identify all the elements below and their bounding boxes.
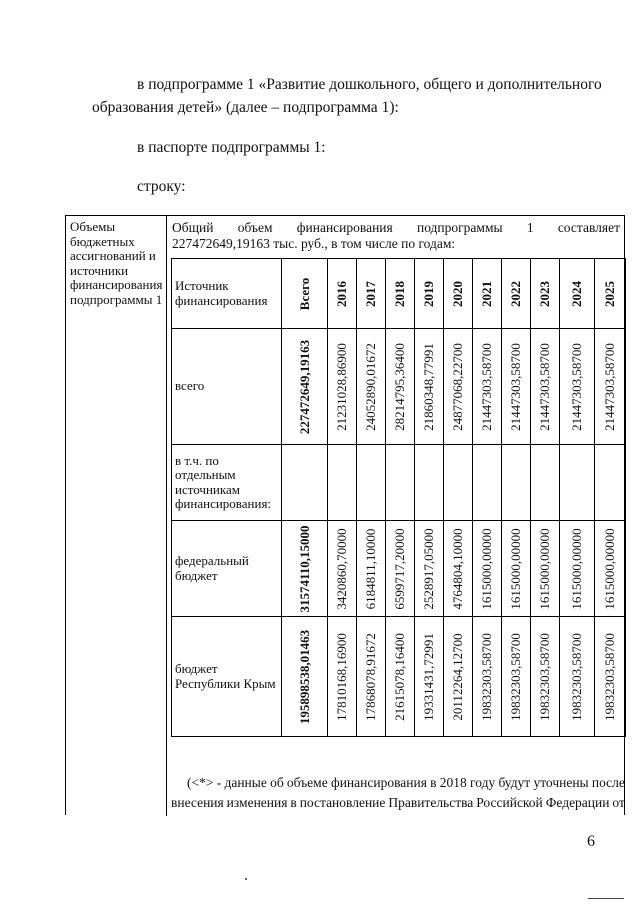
scan-mark	[588, 898, 624, 899]
table-cell	[502, 445, 531, 521]
footnote-word: (<*>	[187, 775, 214, 790]
table-cell	[328, 617, 357, 737]
footnote-word: году	[470, 775, 496, 790]
footnote-word: Федерации	[545, 795, 610, 810]
footnote-word: внесения	[171, 795, 224, 810]
table-cell	[473, 617, 502, 737]
table-cell	[595, 521, 626, 617]
summary-word: Общий	[172, 220, 214, 235]
footnote-word: финансирования	[330, 775, 427, 790]
table-cell	[415, 617, 444, 737]
summary-word: финансирования	[296, 220, 393, 235]
table-cell	[444, 521, 473, 617]
footnote-word: постановление	[299, 795, 386, 810]
summary-word: объем	[237, 220, 273, 235]
column-header	[531, 259, 560, 329]
footnote-word: 2018	[439, 775, 467, 790]
table-cell	[282, 329, 328, 445]
table-cell	[560, 617, 595, 737]
cell-value: 19832303,58700	[569, 632, 584, 721]
cell-value: 17868078,91672	[363, 632, 378, 721]
table-cell	[328, 329, 357, 445]
table-cell	[386, 329, 415, 445]
column-header	[560, 259, 595, 329]
column-header-text: 2022	[508, 280, 523, 307]
table-cell	[531, 329, 560, 445]
table-cell	[473, 329, 502, 445]
summary-word: подпрограммы	[416, 220, 503, 235]
footnote-word: в	[430, 775, 437, 790]
table-cell	[531, 445, 560, 521]
column-header-text: 2018	[392, 280, 407, 307]
table-cell	[444, 617, 473, 737]
cell-value: 1615000,00000	[602, 527, 617, 610]
cell-value: 21615078,16400	[392, 632, 407, 721]
row-label: всего	[172, 329, 282, 445]
cell-value: 3420860,70000	[334, 527, 349, 610]
table-cell	[502, 617, 531, 737]
cell-value: 1615000,00000	[537, 527, 552, 610]
table-cell	[444, 445, 473, 521]
table-cell	[282, 617, 328, 737]
table-cell	[386, 521, 415, 617]
footnote-word: об	[270, 775, 284, 790]
cell-value: 21447303,58700	[569, 342, 584, 431]
column-header	[282, 259, 328, 329]
column-header	[444, 259, 473, 329]
table-cell	[415, 521, 444, 617]
cell-value: 21447303,58700	[479, 342, 494, 431]
cell-value: 2528917,05000	[421, 527, 436, 610]
cell-value: 1615000,00000	[569, 527, 584, 610]
table-cell	[328, 445, 357, 521]
cell-value: 21860348,77991	[421, 342, 436, 431]
summary-line	[172, 220, 620, 236]
cell-value: 19832303,58700	[602, 632, 617, 721]
cell-value: 6599717,20000	[392, 527, 407, 610]
paragraph-line: строку:	[137, 178, 186, 195]
footnote-line	[171, 795, 625, 811]
footnote-word: в	[290, 795, 297, 810]
table-cell	[357, 521, 386, 617]
cell-value: 227472649,19163	[296, 339, 312, 434]
footnote-word: Российской	[476, 795, 543, 810]
source-header: Источник финансирования	[172, 259, 282, 329]
row-header: Объемы бюджетных ассигнований и источники финансирования подпрограммы 1	[70, 219, 163, 307]
column-header-text: 2025	[602, 280, 617, 307]
cell-value: 19832303,58700	[537, 632, 552, 721]
scan-dot	[245, 878, 247, 880]
column-header-text: 2021	[479, 280, 494, 307]
footnote-word: после	[591, 775, 625, 790]
table-cell	[328, 521, 357, 617]
table-cell	[415, 329, 444, 445]
cell-value: 31574110,15000	[296, 524, 312, 613]
summary-word: 1	[526, 220, 534, 235]
cell-value: 20112264,12700	[450, 632, 465, 721]
summary-word: составляет	[557, 220, 620, 235]
footnote-word: Правительства	[388, 795, 474, 810]
cell-value: 19832303,58700	[479, 632, 494, 721]
row-label: федеральный бюджет	[172, 521, 282, 617]
page-number: 6	[587, 833, 595, 850]
table-cell	[560, 445, 595, 521]
column-header-text: 2016	[334, 280, 349, 307]
table-row	[172, 329, 626, 445]
table-cell	[444, 329, 473, 445]
table-cell	[595, 329, 626, 445]
paragraph-line: образования детей» (далее – подпрограмма 1):	[92, 99, 399, 116]
cell-value: 1615000,00000	[479, 527, 494, 610]
footnote-word: изменения	[226, 795, 288, 810]
column-header	[473, 259, 502, 329]
cell-value: 195898538,01463	[296, 629, 312, 724]
table-cell	[386, 445, 415, 521]
cell-value: 21447303,58700	[537, 342, 552, 431]
column-header	[328, 259, 357, 329]
table-cell	[357, 617, 386, 737]
table-row	[172, 617, 626, 737]
footnote-line	[187, 775, 625, 791]
table-row	[172, 445, 626, 521]
paragraph-line: в паспорте подпрограммы 1:	[137, 139, 326, 156]
table-cell	[473, 521, 502, 617]
table-cell	[595, 445, 626, 521]
cell-value: 4764804,10000	[450, 527, 465, 610]
column-header-text: 2023	[537, 280, 552, 307]
table-cell	[386, 617, 415, 737]
column-header	[386, 259, 415, 329]
summary-line: 227472649,19163 тыс. руб., в том числе по годам:	[172, 236, 456, 251]
table-cell	[502, 329, 531, 445]
footnote-word: от	[612, 795, 625, 810]
cell-value: 21447303,58700	[508, 342, 523, 431]
table-cell	[357, 445, 386, 521]
row-label: бюджет Республики Крым	[172, 617, 282, 737]
table-cell	[560, 521, 595, 617]
table-cell	[531, 617, 560, 737]
cell-value: 21231028,86900	[334, 342, 349, 431]
table-cell	[282, 445, 328, 521]
column-divider	[166, 216, 167, 816]
paragraph-line: в подпрограмме 1 «Развитие дошкольного, общего и дополнительного	[137, 76, 602, 93]
table-header-row	[172, 259, 626, 329]
footnote-word: объеме	[286, 775, 328, 790]
table-cell	[282, 521, 328, 617]
cell-value: 21447303,58700	[602, 342, 617, 431]
cell-value: 28214795,36400	[392, 342, 407, 431]
table-cell	[473, 445, 502, 521]
cell-value: 17810168,16900	[334, 632, 349, 721]
column-header	[415, 259, 444, 329]
column-header	[357, 259, 386, 329]
column-header	[502, 259, 531, 329]
cell-value: 6184811,10000	[363, 528, 378, 609]
cell-value: 19331431,72991	[421, 632, 436, 721]
table-cell	[560, 329, 595, 445]
footnote-word: будут	[498, 775, 531, 790]
footnote-word: данные	[224, 775, 267, 790]
table-cell	[531, 521, 560, 617]
table-cell	[357, 329, 386, 445]
column-header-text: 2017	[363, 280, 378, 307]
row-label: в т.ч. по отдельным источникам финансирования:	[172, 445, 282, 521]
cell-value: 19832303,58700	[508, 632, 523, 721]
table-cell	[595, 617, 626, 737]
table-cell	[502, 521, 531, 617]
cell-value: 1615000,00000	[508, 527, 523, 610]
column-header-text: Всего	[296, 277, 312, 310]
table-cell	[415, 445, 444, 521]
cell-value: 24877068,22700	[450, 342, 465, 431]
table-row	[172, 521, 626, 617]
column-header-text: 2019	[421, 280, 436, 307]
financing-table	[171, 258, 626, 737]
column-header-text: 2024	[569, 280, 584, 307]
column-header	[595, 259, 626, 329]
column-header-text: 2020	[450, 280, 465, 307]
footnote-word: уточнены	[533, 775, 589, 790]
cell-value: 24052890,01672	[363, 342, 378, 431]
footnote-word: -	[216, 775, 222, 790]
